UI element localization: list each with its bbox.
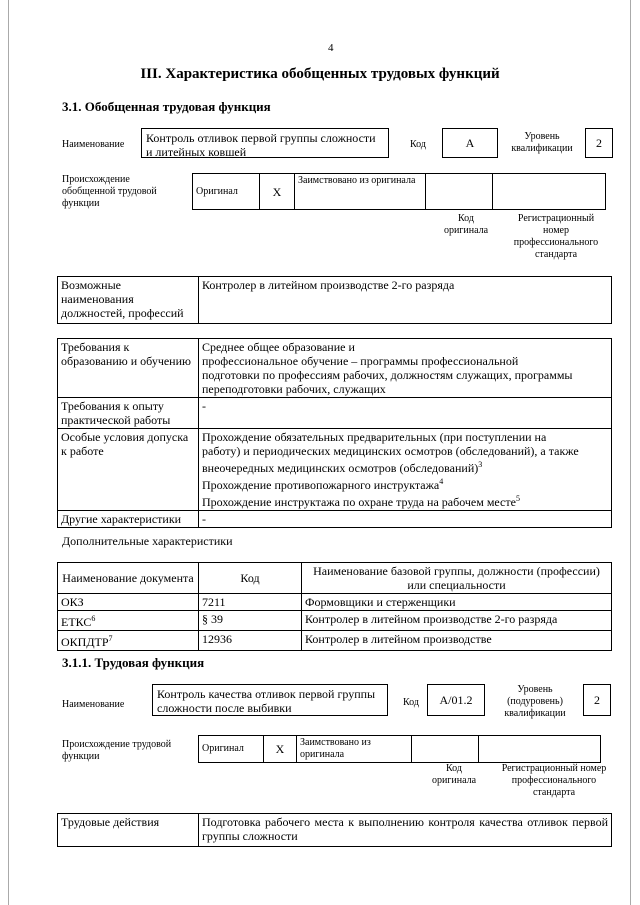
doc-cell: ОКПДТР$^7$ <box>58 631 199 651</box>
doc-cell: ОКЗ <box>58 594 199 611</box>
gtf-code-value: А <box>465 136 475 150</box>
name-cell: Контролер в литейном производстве <box>302 631 612 651</box>
gtf-code-box <box>442 128 498 158</box>
positions-value: Контролер в литейном производстве 2-го разряда <box>199 277 612 324</box>
req-education-value <box>199 339 612 398</box>
footnote-ref: 4 <box>439 477 444 486</box>
tf-level-box <box>583 684 611 716</box>
req-education-label: Требования к образованию и обучению <box>58 339 199 398</box>
name-cell: Формовщики и стерженщики <box>302 594 612 611</box>
requirements-table <box>57 338 612 528</box>
code-cell: 7211 <box>199 594 302 611</box>
table-row <box>58 631 612 651</box>
gtf-heading: 3.1. Обобщенная трудовая функция <box>62 99 271 114</box>
gtf-level-box <box>585 128 613 158</box>
footnote-ref: 6 <box>91 614 96 623</box>
req-line: переподготовки рабочих, служащих <box>202 382 386 396</box>
tf-level-value: 2 <box>594 693 600 707</box>
gtf-reg-number-label: Регистрационный номер профессионального стандарта <box>513 213 599 260</box>
section-title: III. Характеристика обобщенных трудовых функций <box>140 66 500 82</box>
gtf-level-label: Уровень квалификации <box>511 131 573 154</box>
tf-reg-number-cell <box>479 736 601 763</box>
tf-name-box <box>152 684 388 716</box>
col-name-header: Наименование базовой группы, должности (профессии) или специальности <box>302 563 612 594</box>
gtf-borrowed-label: Заимствовано из оригинала <box>295 174 426 210</box>
tf-orig-code-label: Код оригинала <box>431 763 477 786</box>
req-line: Среднее общее образование и <box>202 340 355 354</box>
gtf-orig-code-label: Код оригинала <box>443 213 489 236</box>
left-edge-line <box>8 0 9 905</box>
footnote-ref: 7 <box>108 634 113 643</box>
additional-header-row <box>58 563 612 594</box>
req-line: Прохождение противопожарного инструктажа$^4$ <box>202 477 444 492</box>
name-cell: Контролер в литейном производстве 2-го разряда <box>302 611 612 631</box>
req-line: Прохождение инструктажа по охране труда на рабочем месте$^5$ <box>202 494 520 509</box>
footnote-ref: 3 <box>478 460 483 469</box>
actions-value: Подготовка рабочего места к выполнению контроля качества отливок первой группы сложности <box>199 814 612 847</box>
col-doc-header: Наименование документа <box>58 563 199 594</box>
gtf-name-value: Контроль отливок первой группы сложности и литейных ковшей <box>146 131 376 159</box>
gtf-level-value: 2 <box>596 136 602 150</box>
tf-original-label: Оригинал <box>199 736 264 763</box>
table-row <box>58 814 612 847</box>
req-experience-value: - <box>199 398 612 429</box>
doc-cell: ЕТКС$^6$ <box>58 611 199 631</box>
gtf-code-label: Код <box>410 139 426 150</box>
requirements-row <box>58 339 612 398</box>
req-other-value: - <box>199 511 612 528</box>
actions-table <box>57 813 612 847</box>
tf-code-box <box>427 684 485 716</box>
req-line: работу) и периодических медицинских осмотров (обследований), а также <box>202 444 579 458</box>
page-number: 4 <box>328 42 334 54</box>
gtf-original-mark: Х <box>260 174 295 210</box>
req-line: профессиональное обучение – программы профессиональной <box>202 354 519 368</box>
tf-code-label: Код <box>403 697 419 708</box>
req-line: внеочередных медицинских осмотров (обследований)$^3$ <box>202 460 483 475</box>
tf-name-value: Контроль качества отливок первой группы сложности после выбивки <box>157 687 376 715</box>
tf-name-label: Наименование <box>62 699 125 710</box>
req-experience-label: Требования к опыту практической работы <box>58 398 199 429</box>
additional-table <box>57 562 612 651</box>
requirements-row <box>58 511 612 528</box>
code-cell: 12936 <box>199 631 302 651</box>
code-cell: § 39 <box>199 611 302 631</box>
right-edge-line <box>630 0 631 905</box>
tf-origin-table <box>198 735 601 763</box>
req-line: подготовки по профессиям рабочих, должностям служащих, программы <box>202 368 573 382</box>
req-line: Прохождение обязательных предварительных (при поступлении на <box>202 430 547 444</box>
gtf-origin-table <box>192 173 606 210</box>
tf-origin-label: Происхождение трудовой функции <box>62 739 172 762</box>
footnote-ref: 5 <box>515 494 520 503</box>
gtf-name-label: Наименование <box>62 139 125 150</box>
tf-orig-code-cell <box>412 736 479 763</box>
req-other-label: Другие характеристики <box>58 511 199 528</box>
tf-original-mark: Х <box>264 736 297 763</box>
additional-heading: Дополнительные характеристики <box>62 534 233 548</box>
gtf-origin-label: Происхождение обобщенной трудовой функции <box>62 174 157 209</box>
req-conditions-value <box>199 429 612 511</box>
gtf-orig-code-cell <box>426 174 493 210</box>
tf-heading: 3.1.1. Трудовая функция <box>62 655 205 670</box>
tf-code-value: А/01.2 <box>439 693 473 707</box>
positions-label: Возможные наименования должностей, профессий <box>58 277 199 324</box>
positions-table <box>57 276 612 324</box>
requirements-row <box>58 398 612 429</box>
gtf-name-box <box>141 128 389 158</box>
actions-label: Трудовые действия <box>58 814 199 847</box>
gtf-reg-number-cell <box>493 174 606 210</box>
tf-borrowed-label: Заимствовано из оригинала <box>297 736 412 763</box>
gtf-original-label: Оригинал <box>193 174 260 210</box>
tf-level-label: Уровень (подуровень) квалификации <box>504 684 566 719</box>
requirements-row <box>58 429 612 511</box>
table-row <box>58 594 612 611</box>
col-code-header: Код <box>199 563 302 594</box>
tf-reg-number-label: Регистрационный номер профессионального стандарта <box>501 763 607 798</box>
table-row <box>58 611 612 631</box>
req-conditions-label: Особые условия допуска к работе <box>58 429 199 511</box>
